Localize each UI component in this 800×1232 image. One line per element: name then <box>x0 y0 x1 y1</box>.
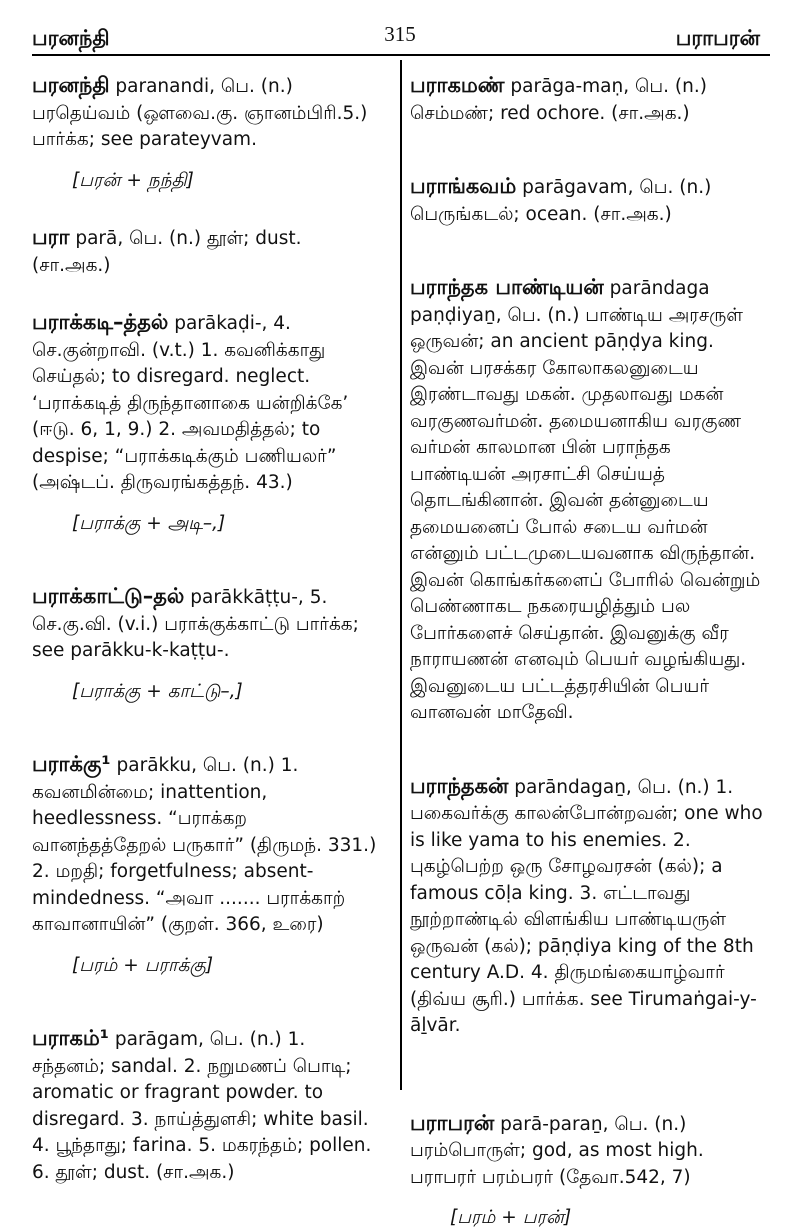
entry-paragam <box>32 1025 384 1186</box>
headword: பராகமண் <box>410 73 505 97</box>
headword: பராக்கு¹ <box>32 752 111 776</box>
entry-parandagan <box>410 773 770 1040</box>
definition: parākku, பெ. (n.) 1. கவனமின்மை; inattention, heedlessness. “பராக்கற வானந்தத்தேறல் பருகார்” (திருமந். 331.) 2. மறதி; forgetfulness; absent-mindedness. “அவா ....... பராக்காற் காவானாயின்” (குறள். 366, உரை) <box>32 755 377 935</box>
headword: பராந்தக பாண்டியன் <box>410 275 604 299</box>
definition: parāgam, பெ. (n.) 1. சந்தனம்; sandal. 2. நறுமணப் பொடி; aromatic or fragrant powder. to disregard. 3. நாய்த்துளசி; white basil. 4. பூந்தாது; farina. 5. மகரந்தம்; pollen. 6. தூள்; dust. (சா.அக.) <box>32 1029 372 1183</box>
definition: paranandi, பெ. (n.) பரதெய்வம் (ஔவை.கு. ஞானம்பிரி.5.) பார்க்க; see parateyvam. <box>32 76 368 150</box>
etymology: [பரம் + பரன்] <box>450 1207 572 1228</box>
etymology: [பராக்கு + அடி–,] <box>72 512 226 534</box>
header-rule <box>32 54 770 56</box>
right-guide-word: பராபரன் <box>675 26 760 50</box>
headword: பராக்கடி–த்தல் <box>32 310 169 334</box>
definition: parākkāṭṭu-, 5. செ.கு.வி. (v.i.) பராக்குக்காட்டு பார்க்க; see parākku-k-kaṭṭu-. <box>32 587 359 661</box>
entry-paraparan <box>410 1110 770 1232</box>
etymology: [பராக்கு + காட்டு–,] <box>72 680 243 702</box>
headword: பராபரன் <box>410 1110 495 1135</box>
definition: parākaḍi-, 4. செ.குன்றாவி. (v.t.) 1. கவனிக்காது செய்தல்; to disregard. neglect. ‘பராக்கடித் திருந்தானாகை யன்றிக்கே’ (ஈடு. 6, 1, 9.) 2. அவமதித்தல்; to despise; “பராக்கடிக்கும் பணியலர்” (அஷ்டப். திருவரங்கத்தந். 43.) <box>32 313 349 493</box>
entry-paragavam <box>410 173 770 228</box>
headword: பரனந்தி <box>32 73 110 97</box>
right-column <box>410 72 770 1232</box>
definition: parāndagaṉ, பெ. (n.) 1. பகைவர்க்கு காலன்போன்றவன்; one who is like yama to his enemies. 2. புகழ்பெற்ற ஒரு சோழவரசன் (கல்); a famous cōḷa king. 3. எட்டாவது நூற்றாண்டில் விளங்கிய பாண்டியருள் ஒருவன் (கல்); pāṇḍiya king of the 8th century A.D. 4. திருமங்கையாழ்வார் (திவ்ய சூரி.) பார்க்க. see Tirumaṅgai-y-āḻvār. <box>410 776 763 1036</box>
entry-parakku <box>32 751 384 979</box>
definition: parā-paraṉ, பெ. (n.) பரம்பொருள்; god, as most high. பராபரர் பரம்பரர் (தேவா.542, 7) <box>410 1113 704 1188</box>
headword: பரா <box>32 225 70 249</box>
entry-paranandi <box>32 72 384 194</box>
definition: parāndaga paṇḍiyaṉ, பெ. (n.) பாண்டிய அரசருள் ஒருவன்; an ancient pāṇḍya king. இவன் பரசக்கர கோலாகலனுடைய இரண்டாவது மகன். முதலாவது மகன் வரகுணவர்மன். தமையனாகிய வரகுண வர்மன் காலமான பின் பராந்தக பாண்டியன் அரசாட்சி செய்யத் தொடங்கினான். இவன் தன்னுடைய தமையனைப் போல் சடைய வர்மன் என்னும் பட்டமுடையவனாக விருந்தான். இவன் கொங்கர்களைப் போரில் வென்றும் பெண்ணாகட நகரையழித்தும் பல போர்களைச் செய்தான். இவனுக்கு வீர நாராயணன் எனவும் பெயர் வழங்கியது. இவனுடைய பட்டத்தரசியின் பெயர் வானவன் மாதேவி. <box>410 278 761 723</box>
headword: பராக்காட்டு–தல் <box>32 584 185 608</box>
etymology: [பரன் + நந்தி] <box>72 169 194 191</box>
entry-para <box>32 224 384 279</box>
definition: parāga-maṇ, பெ. (n.) செம்மண்; red ochore. (சா.அக.) <box>410 76 707 124</box>
headword: பராங்கவம் <box>410 174 517 198</box>
left-guide-word: பரனந்தி <box>32 26 110 50</box>
page-number: 315 <box>384 22 416 46</box>
page-header <box>0 0 800 48</box>
headword: பராகம்¹ <box>32 1026 109 1050</box>
entry-parakkattu <box>32 583 384 705</box>
definition: parāgavam, பெ. (n.) பெருங்கடல்; ocean. (சா.அக.) <box>410 177 712 225</box>
left-column <box>32 72 384 1186</box>
etymology: [பரம் + பராக்கு] <box>72 954 214 976</box>
entry-parakkadi <box>32 309 384 537</box>
headword: பராந்தகன் <box>410 773 509 798</box>
definition: parā, பெ. (n.) தூள்; dust. (சா.அக.) <box>32 228 302 276</box>
entry-paragaman <box>410 72 770 127</box>
column-divider <box>400 60 402 1090</box>
entry-parandaga-pandiyan <box>410 274 770 727</box>
